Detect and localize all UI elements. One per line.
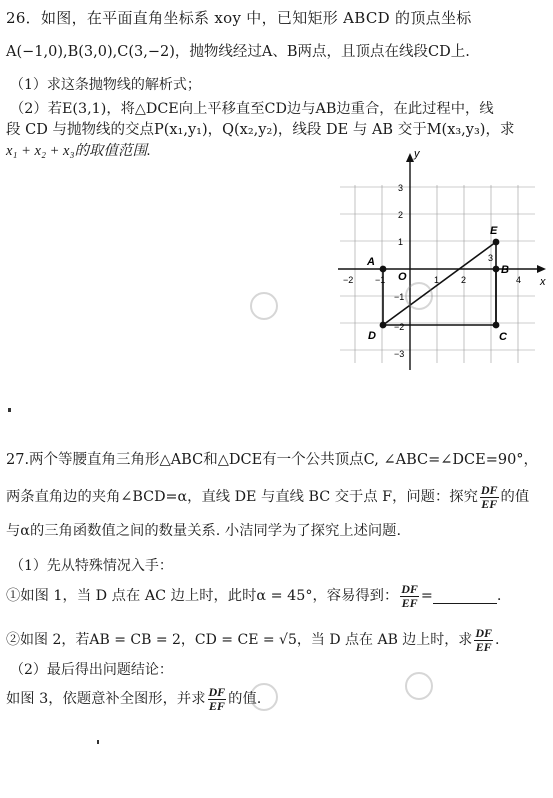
watermark-seal [405,672,436,700]
point-d [380,322,387,329]
segment-de [383,242,496,325]
q27-case-1-equals: = [420,588,433,604]
q27-part-2 [6,676,261,722]
watermark-seal [250,292,281,320]
point-b [493,266,500,273]
q27-part-2-end: 的值. [228,691,262,707]
y-tick: −2 [394,322,405,332]
q27-case-2 [6,618,499,662]
q26-part-2a: （2）若E(3,1)，将△DCE向上平移直至CD边与AB边重合，在此过程中，线 [10,101,494,117]
y-tick: −3 [394,349,405,359]
q27-case-2-end: . [494,632,500,648]
q26-part-2c: x₁ + x₂ + x₃的取值范围. [6,143,151,159]
fraction-df-ef [208,686,227,713]
label-d: D [368,330,376,342]
scan-dot [8,408,11,412]
y-tick: 2 [398,210,404,220]
fraction-numerator: DF [401,581,418,596]
x-tick: −2 [343,275,354,285]
fraction-denominator: EF [481,496,498,511]
label-axis-y: y [414,148,420,160]
coordinate-graph [330,145,553,375]
fraction-df-ef [480,484,499,511]
x-tick: 4 [516,275,522,285]
fraction-denominator: EF [475,639,492,654]
y-tick: −1 [394,292,405,302]
label-b: B [501,264,509,276]
q27-case-1-text: ①如图 1，当 D 点在 AC 边上时，此时α = 45°，容易得到： [6,588,399,604]
fraction-denominator: EF [208,698,225,713]
q27-line-1: 27.两个等腰直角三角形△ABC和△DCE有一个公共顶点C, ∠ABC=∠DCE=90°， [6,452,539,468]
point-c [493,322,500,329]
q27-line-2-end: 的值 [500,489,530,505]
y-tick: 3 [398,183,404,193]
q27-part-2-text: 如图 3，依题意补全图形，并求 [6,691,206,707]
label-e: E [490,225,498,237]
x-tick: −1 [375,275,386,285]
q27-case-1-end: . [496,588,502,604]
fraction-df-ef [400,583,419,610]
q27-part-1-title: （1）先从特殊情况入手： [10,558,173,574]
q26-line-1: 26．如图，在平面直角坐标系 xoy 中，已知矩形 ABCD 的顶点坐标 [6,9,472,27]
fraction-numerator: DF [208,684,226,699]
watermark-seal [405,282,436,310]
x-tick: 2 [461,275,467,285]
x-tick: 3 [488,253,494,263]
point-e [493,239,500,246]
fraction-df-ef [474,627,493,654]
answer-blank [433,589,497,604]
q27-line-3: 与α的三角函数值之间的数量关系. 小洁同学为了探究上述问题. [6,523,402,539]
label-a: A [367,256,375,268]
y-tick: 1 [398,237,404,247]
q27-line-2 [6,474,529,520]
fraction-denominator: EF [401,595,418,610]
fraction-numerator: DF [480,482,498,497]
q26-part-2b: 段 CD 与抛物线的交点P(x₁,y₁)，Q(x₂,y₂)，线段 DE 与 AB 交于M(x₃,y₃)，求 [6,122,515,138]
q27-part-2-title: （2）最后得出问题结论： [10,662,173,678]
x-tick: 1 [434,275,440,285]
q26-line-2: A(−1,0),B(3,0),C(3,−2)，抛物线经过A、B两点，且顶点在线段CD上. [6,44,470,60]
label-c: C [499,331,507,343]
q27-case-2-text: ②如图 2，若AB = CB = 2，CD = CE = √5，当 D 点在 AB 边上时，求 [6,632,473,648]
q27-line-2-text: 两条直角边的夹角∠BCD=α，直线 DE 与直线 BC 交于点 F，问题：探究 [6,489,478,505]
q26-part-1: （1）求这条抛物线的解析式； [10,77,201,93]
point-a [380,266,387,273]
fraction-numerator: DF [475,625,492,640]
label-origin: O [398,271,407,283]
scan-dot [97,740,99,744]
label-axis-x: x [540,276,546,288]
q27-case-1 [6,574,501,618]
